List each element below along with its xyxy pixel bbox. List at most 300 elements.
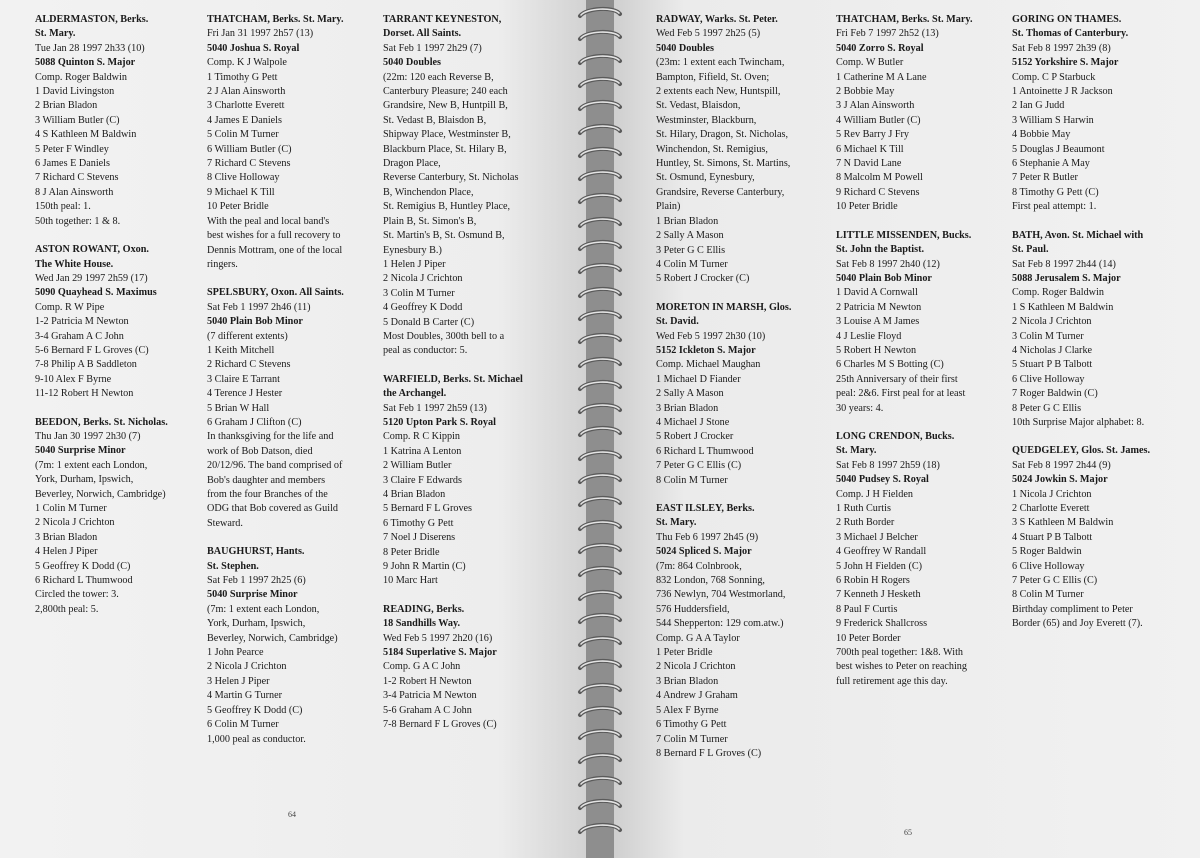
peal-entry bbox=[383, 13, 573, 359]
binding-ring bbox=[576, 239, 624, 255]
entry-text-line: 832 London, 768 Sonning, bbox=[656, 575, 765, 587]
entry-text-line: 3 Louise A M James bbox=[836, 316, 920, 328]
entry-text-line: Comp. Roger Baldwin bbox=[35, 71, 127, 83]
entry-text-line: 1 Antoinette J R Jackson bbox=[1012, 86, 1113, 98]
entry-text-line: 7-8 Bernard F L Groves (C) bbox=[383, 719, 497, 731]
binding-ring bbox=[576, 6, 624, 22]
right-page-number: 65 bbox=[904, 828, 912, 837]
entry-heading-line: ALDERMASTON, Berks. bbox=[35, 14, 149, 25]
entry-text-line: 8 Clive Holloway bbox=[207, 172, 280, 184]
entry-text-line: ODG that Bob covered as Guild bbox=[207, 503, 338, 515]
entry-text-line: 2 Bobbie May bbox=[836, 86, 895, 98]
entry-text-line: 7 Noel J Diserens bbox=[383, 532, 456, 544]
entry-text-line: Bampton, Fifield, St. Oven; bbox=[656, 71, 770, 83]
entry-text-line: 6 Richard L Thumwood bbox=[656, 445, 754, 457]
entry-text-line: Fri Feb 7 1997 2h52 (13) bbox=[836, 28, 939, 40]
entry-heading-line: 5040 Doubles bbox=[383, 57, 442, 69]
entry-heading-line: EAST ILSLEY, Berks. bbox=[656, 503, 755, 514]
entry-text-line: 9 John R Martin (C) bbox=[383, 561, 466, 573]
entry-text-line: 4 S Kathleen M Baldwin bbox=[35, 129, 137, 141]
entry-text-line: Sat Feb 1 1997 2h59 (13) bbox=[383, 402, 487, 414]
entry-heading-line: 5088 Quinton S. Major bbox=[35, 57, 136, 69]
peal-entry bbox=[35, 416, 207, 618]
entry-heading-line: St. Stephen. bbox=[207, 560, 259, 572]
entry-heading-line: LITTLE MISSENDEN, Bucks. bbox=[836, 229, 972, 241]
entry-heading-line: St. Paul. bbox=[1012, 244, 1049, 256]
entry-text-line: 8 Peter G C Ellis bbox=[1012, 402, 1082, 414]
entry-text-line: B, Winchendon Place, bbox=[383, 186, 474, 198]
entry-text-line: Wed Jan 29 1997 2h59 (17) bbox=[35, 272, 148, 284]
entry-text-line: 1 Helen J Piper bbox=[383, 258, 446, 270]
entry-text-line: York, Durham, Ipswich, bbox=[35, 474, 134, 486]
entry-text-line: 4 Colin M Turner bbox=[656, 258, 728, 270]
entry-heading-line: Dorset. All Saints. bbox=[383, 28, 462, 40]
entry-text-line: 3 Helen J Piper bbox=[207, 675, 270, 687]
binding-ring bbox=[576, 472, 624, 488]
entry-text-line: 1 S Kathleen M Baldwin bbox=[1012, 301, 1114, 313]
left-page-number: 64 bbox=[288, 810, 296, 819]
entry-text-line: 5 John H Fielden (C) bbox=[836, 560, 923, 572]
entry-text-line: 3 Brian Bladon bbox=[656, 402, 719, 414]
entry-text-line: 2 Nicola J Crichton bbox=[1012, 316, 1092, 328]
entry-heading-line: 5090 Quayhead S. Maximus bbox=[35, 287, 157, 299]
entry-text-line: 5 Douglas J Beaumont bbox=[1012, 143, 1105, 155]
entry-text-line: 8 Bernard F L Groves (C) bbox=[656, 747, 762, 759]
entry-text-line: Birthday compliment to Peter bbox=[1012, 603, 1133, 615]
peal-entry bbox=[383, 373, 573, 589]
entry-text-line: Blackburn Place, St. Hilary B, bbox=[383, 143, 507, 155]
entry-text-line: 25th Anniversary of their first bbox=[836, 373, 958, 385]
entry-text-line: 544 Shepperton: 129 com.atw.) bbox=[656, 618, 784, 630]
entry-text-line: 4 Geoffrey W Randall bbox=[836, 546, 927, 558]
entry-text-line: 7 N David Lane bbox=[836, 158, 902, 170]
entry-text-line: 6 Timothy G Pett bbox=[383, 517, 454, 529]
entry-text-line: Plain B, St. Simon's B, bbox=[383, 215, 477, 227]
entry-text-line: peal as conductor: 5. bbox=[383, 345, 468, 357]
peal-entry bbox=[383, 603, 573, 733]
entry-text-line: Sat Feb 8 1997 2h39 (8) bbox=[1012, 42, 1111, 54]
binding-ring bbox=[576, 542, 624, 558]
entry-text-line: 8 J Alan Ainsworth bbox=[35, 186, 114, 198]
entry-text-line: 2 Brian Bladon bbox=[35, 100, 98, 112]
entry-text-line: 3 William S Harwin bbox=[1012, 114, 1094, 126]
entry-heading-line: The White House. bbox=[35, 258, 114, 270]
entry-text-line: 736 Newlyn, 704 Westmorland, bbox=[656, 589, 786, 601]
entry-text-line: 5 Alex F Byrne bbox=[656, 704, 719, 716]
entry-text-line: 5-6 Bernard F L Groves (C) bbox=[35, 344, 149, 356]
entry-heading-line: SPELSBURY, Oxon. All Saints. bbox=[207, 287, 344, 299]
entry-heading-line: LONG CRENDON, Bucks. bbox=[836, 430, 955, 442]
entry-text-line: Sat Feb 8 1997 2h40 (12) bbox=[836, 258, 940, 270]
entry-text-line: 5 Geoffrey K Dodd (C) bbox=[207, 704, 303, 716]
entry-text-line: 1 Brian Bladon bbox=[656, 215, 719, 227]
entry-text-line: 1-2 Patricia M Newton bbox=[35, 316, 129, 328]
entry-text-line: 4 Geoffrey K Dodd bbox=[383, 302, 463, 314]
entry-text-line: York, Durham, Ipswich, bbox=[207, 618, 306, 630]
entry-text-line: 4 Andrew J Graham bbox=[656, 690, 738, 702]
entry-heading-line: READING, Berks. bbox=[383, 603, 465, 615]
entry-text-line: 5 Stuart P B Talbott bbox=[1012, 359, 1093, 371]
entry-text-line: 6 Stephanie A May bbox=[1012, 158, 1090, 170]
entry-text-line: Wed Feb 5 1997 2h20 (16) bbox=[383, 632, 493, 644]
entry-text-line: 7 Richard C Stevens bbox=[35, 172, 119, 184]
entry-text-line: 5 Bernard F L Groves bbox=[383, 503, 473, 515]
entry-text-line: work of Bob Datson, died bbox=[207, 445, 313, 457]
entry-text-line: 10th Surprise Major alphabet: 8. bbox=[1012, 416, 1145, 428]
entry-text-line: 7 Kenneth J Hesketh bbox=[836, 589, 921, 601]
entry-heading-line: 5040 Joshua S. Royal bbox=[207, 42, 300, 54]
entry-text-line: St. Vedast, Blaisdon, bbox=[656, 100, 741, 112]
entry-text-line: 8 Malcolm M Powell bbox=[836, 172, 923, 184]
entry-text-line: Plain) bbox=[656, 201, 681, 213]
binding-ring bbox=[576, 495, 624, 511]
entry-text-line: 1 Colin M Turner bbox=[35, 503, 107, 514]
column-3 bbox=[383, 13, 573, 747]
entry-text-line: full retirement age this day. bbox=[836, 675, 948, 687]
peal-entry bbox=[207, 545, 383, 747]
entry-text-line: 2 Ruth Border bbox=[836, 517, 895, 529]
entry-text-line: 5 Geoffrey K Dodd (C) bbox=[35, 560, 131, 572]
entry-text-line: 9 Michael K Till bbox=[207, 186, 275, 198]
entry-heading-line: BEEDON, Berks. St. Nicholas. bbox=[35, 416, 168, 428]
entry-text-line: With the peal and local band's bbox=[207, 215, 330, 227]
entry-heading-line: St. David. bbox=[656, 316, 699, 328]
entry-text-line: 6 William Butler (C) bbox=[207, 143, 292, 155]
binding-ring bbox=[576, 356, 624, 372]
entry-heading-line: RADWAY, Warks. St. Peter. bbox=[656, 14, 778, 25]
entry-text-line: 5 Colin M Turner bbox=[207, 129, 279, 141]
entry-text-line: 2 J Alan Ainsworth bbox=[207, 86, 286, 98]
entry-heading-line: GORING ON THAMES. bbox=[1012, 14, 1122, 25]
entry-text-line: 3 Brian Bladon bbox=[35, 531, 98, 543]
entry-text-line: 576 Huddersfield, bbox=[656, 603, 730, 615]
binding-ring bbox=[576, 425, 624, 441]
entry-text-line: 3 J Alan Ainsworth bbox=[836, 100, 915, 112]
entry-text-line: 5-6 Graham A C John bbox=[383, 704, 472, 716]
entry-text-line: 1 Michael D Fiander bbox=[656, 373, 741, 385]
entry-text-line: 5 Rev Barry J Fry bbox=[836, 129, 910, 141]
binding-ring bbox=[576, 565, 624, 581]
entry-text-line: 8 Paul F Curtis bbox=[836, 603, 898, 615]
entry-text-line: 4 Helen J Piper bbox=[35, 546, 98, 558]
peal-entry bbox=[656, 13, 836, 287]
entry-text-line: Comp. K J Walpole bbox=[207, 57, 287, 69]
entry-text-line: 2 Richard C Stevens bbox=[207, 359, 291, 371]
binding-ring bbox=[576, 99, 624, 115]
entry-text-line: Comp. R W Pipe bbox=[35, 301, 105, 313]
entry-text-line: Wed Feb 5 1997 2h25 (5) bbox=[656, 28, 761, 40]
entry-text-line: Sat Feb 1 1997 2h25 (6) bbox=[207, 575, 306, 587]
entry-text-line: Sat Feb 8 1997 2h59 (18) bbox=[836, 459, 940, 471]
entry-heading-line: ASTON ROWANT, Oxon. bbox=[35, 244, 149, 256]
entry-text-line: Westminster, Blackburn, bbox=[656, 114, 757, 126]
entry-text-line: St. Osmund, Eynesbury, bbox=[656, 172, 755, 184]
entry-text-line: Dragon Place, bbox=[383, 158, 441, 170]
entry-text-line: 3 Charlotte Everett bbox=[207, 100, 285, 112]
entry-text-line: 1 Timothy G Pett bbox=[207, 71, 278, 83]
entry-text-line: 1 Catherine M A Lane bbox=[836, 71, 927, 83]
entry-text-line: 7 Roger Baldwin (C) bbox=[1012, 388, 1098, 400]
entry-text-line: 3 S Kathleen M Baldwin bbox=[1012, 517, 1114, 529]
entry-heading-line: 5040 Plain Bob Minor bbox=[207, 316, 303, 328]
entry-text-line: Bob's daughter and members bbox=[207, 474, 326, 486]
entry-heading-line: 5120 Upton Park S. Royal bbox=[383, 416, 496, 428]
entry-text-line: 3-4 Patricia M Newton bbox=[383, 690, 477, 702]
entry-heading-line: St. John the Baptist. bbox=[836, 244, 925, 256]
entry-text-line: Border (65) and Joy Everett (7). bbox=[1012, 618, 1143, 630]
entry-text-line: 3 Brian Bladon bbox=[656, 675, 719, 687]
entry-text-line: 8 Colin M Turner bbox=[656, 474, 728, 486]
entry-text-line: 2 Charlotte Everett bbox=[1012, 503, 1090, 514]
binding-ring bbox=[576, 798, 624, 814]
entry-text-line: Wed Feb 5 1997 2h30 (10) bbox=[656, 330, 766, 342]
binding-ring bbox=[576, 379, 624, 395]
right-page bbox=[614, 0, 1200, 858]
entry-text-line: Comp. G A A Taylor bbox=[656, 632, 740, 644]
entry-text-line: 6 Charles M S Botting (C) bbox=[836, 359, 944, 371]
entry-text-line: Thu Jan 30 1997 2h30 (7) bbox=[35, 430, 141, 442]
entry-text-line: Sat Feb 8 1997 2h44 (9) bbox=[1012, 459, 1111, 471]
entry-text-line: 7 Peter R Butler bbox=[1012, 172, 1078, 184]
entry-text-line: 10 Peter Bridle bbox=[836, 201, 898, 213]
binding-ring bbox=[576, 29, 624, 45]
entry-text-line: 4 Stuart P B Talbott bbox=[1012, 531, 1093, 543]
entry-text-line: 5 Roger Baldwin bbox=[1012, 546, 1082, 558]
entry-heading-line: WARFIELD, Berks. St. Michael bbox=[383, 373, 523, 385]
entry-heading-line: 5040 Doubles bbox=[656, 42, 715, 54]
entry-heading-line: 5152 Yorkshire S. Major bbox=[1012, 57, 1119, 69]
entry-heading-line: 5088 Jerusalem S. Major bbox=[1012, 272, 1121, 284]
entry-text-line: 4 Nicholas J Clarke bbox=[1012, 344, 1093, 356]
entry-text-line: Fri Jan 31 1997 2h57 (13) bbox=[207, 28, 314, 40]
entry-text-line: 2,800th peal: 5. bbox=[35, 603, 99, 615]
entry-text-line: Comp. G A C John bbox=[383, 661, 461, 673]
binding-ring bbox=[576, 123, 624, 139]
entry-text-line: 9-10 Alex F Byrne bbox=[35, 373, 112, 385]
peal-entry bbox=[656, 502, 836, 761]
entry-text-line: Sat Feb 1 1997 2h46 (11) bbox=[207, 301, 311, 313]
binding-ring bbox=[576, 192, 624, 208]
column-4 bbox=[656, 13, 836, 775]
column-6 bbox=[1012, 13, 1198, 646]
entry-text-line: (22m: 120 each Reverse B, bbox=[383, 71, 494, 83]
entry-text-line: 6 James E Daniels bbox=[35, 158, 110, 170]
entry-text-line: 7 Peter G C Ellis (C) bbox=[1012, 575, 1098, 587]
entry-text-line: Beverley, Norwich, Cambridge) bbox=[207, 632, 338, 644]
entry-text-line: 6 Richard L Thumwood bbox=[35, 575, 133, 587]
binding-ring bbox=[576, 216, 624, 232]
entry-heading-line: 18 Sandhills Way. bbox=[383, 618, 461, 630]
binding-ring bbox=[576, 635, 624, 651]
entry-text-line: 1 John Pearce bbox=[207, 647, 264, 659]
entry-text-line: peal: 2&6. First peal for at least bbox=[836, 388, 966, 400]
binding-ring bbox=[576, 53, 624, 69]
binding-ring bbox=[576, 705, 624, 721]
entry-text-line: (7 different extents) bbox=[207, 330, 288, 342]
entry-text-line: 1 Peter Bridle bbox=[656, 647, 713, 659]
entry-text-line: St. Remigius B, Huntley Place, bbox=[383, 201, 511, 213]
entry-text-line: Reverse Canterbury, St. Nicholas bbox=[383, 172, 519, 184]
peal-entry bbox=[35, 13, 207, 229]
entry-text-line: Winchendon, St. Remigius, bbox=[656, 143, 768, 155]
entry-heading-line: the Archangel. bbox=[383, 388, 447, 400]
entry-text-line: 4 J Leslie Floyd bbox=[836, 330, 902, 342]
entry-text-line: 4 James E Daniels bbox=[207, 114, 282, 126]
column-5 bbox=[836, 13, 1014, 703]
entry-text-line: 1 David Livingston bbox=[35, 86, 115, 98]
entry-text-line: 6 Clive Holloway bbox=[1012, 560, 1085, 572]
entry-text-line: 5 Donald B Carter (C) bbox=[383, 316, 475, 328]
peal-entry bbox=[836, 430, 1014, 689]
entry-text-line: 1 Ruth Curtis bbox=[836, 503, 891, 514]
binding-ring bbox=[576, 682, 624, 698]
entry-heading-line: 5184 Superlative S. Major bbox=[383, 647, 497, 659]
entry-text-line: 30 years: 4. bbox=[836, 402, 884, 414]
entry-text-line: 50th together: 1 & 8. bbox=[35, 215, 121, 227]
entry-text-line: 1,000 peal as conductor. bbox=[207, 733, 306, 745]
entry-text-line: Shipway Place, Westminster B, bbox=[383, 129, 511, 141]
entry-text-line: 6 Graham J Clifton (C) bbox=[207, 416, 302, 428]
entry-text-line: 11-12 Robert H Newton bbox=[35, 388, 134, 400]
entry-text-line: Canterbury Pleasure; 240 each bbox=[383, 86, 508, 98]
entry-text-line: 5 Robert J Crocker (C) bbox=[656, 273, 750, 285]
peal-entry bbox=[1012, 229, 1198, 431]
entry-text-line: 10 Marc Hart bbox=[383, 575, 438, 587]
entry-text-line: 3 Claire E Tarrant bbox=[207, 373, 280, 385]
entry-heading-line: St. Mary. bbox=[656, 517, 697, 529]
entry-text-line: St. Vedast B, Blaisdon B, bbox=[383, 114, 487, 126]
entry-text-line: 2 Sally A Mason bbox=[656, 230, 724, 242]
entry-text-line: 2 Nicola J Crichton bbox=[656, 661, 736, 673]
peal-entry bbox=[656, 301, 836, 488]
entry-text-line: Grandsire, New B, Huntpill B, bbox=[383, 100, 508, 112]
entry-text-line: 2 Nicola J Crichton bbox=[383, 273, 463, 285]
entry-text-line: 2 Nicola J Crichton bbox=[207, 661, 287, 673]
entry-heading-line: TARRANT KEYNESTON, bbox=[383, 14, 502, 25]
entry-text-line: 6 Robin H Rogers bbox=[836, 575, 910, 587]
entry-heading-line: 5040 Zorro S. Royal bbox=[836, 42, 924, 54]
entry-text-line: St. Martin's B, St. Osmund B, bbox=[383, 230, 505, 242]
entry-text-line: 5 Robert H Newton bbox=[836, 344, 917, 356]
entry-text-line: 8 Peter Bridle bbox=[383, 546, 440, 558]
entry-text-line: 3 Colin M Turner bbox=[383, 287, 455, 299]
peal-entry bbox=[1012, 13, 1198, 215]
entry-heading-line: MORETON IN MARSH, Glos. bbox=[656, 301, 792, 313]
entry-heading-line: 5024 Jowkin S. Major bbox=[1012, 474, 1108, 486]
entry-text-line: Tue Jan 28 1997 2h33 (10) bbox=[35, 42, 145, 54]
entry-text-line: 5 Robert J Crocker bbox=[656, 431, 734, 443]
entry-text-line: 150th peal: 1. bbox=[35, 201, 91, 213]
entry-text-line: (7m: 1 extent each London, bbox=[35, 459, 148, 471]
entry-text-line: Comp. W Butler bbox=[836, 57, 904, 69]
binding-ring bbox=[576, 309, 624, 325]
entry-text-line: 5 Brian W Hall bbox=[207, 402, 270, 414]
entry-text-line: 3 Michael J Belcher bbox=[836, 531, 918, 543]
entry-heading-line: St. Mary. bbox=[35, 28, 76, 40]
entry-heading-line: THATCHAM, Berks. St. Mary. bbox=[207, 14, 344, 25]
peal-entry bbox=[207, 13, 383, 272]
entry-text-line: Eynesbury B.) bbox=[383, 244, 442, 256]
entry-text-line: 2 Nicola J Crichton bbox=[35, 517, 115, 529]
peal-entry bbox=[836, 229, 1014, 416]
entry-text-line: 1-2 Robert H Newton bbox=[383, 675, 472, 687]
entry-text-line: 7 Peter G C Ellis (C) bbox=[656, 460, 742, 472]
entry-text-line: In thanksgiving for the life and bbox=[207, 431, 334, 443]
binding-ring bbox=[576, 775, 624, 791]
entry-text-line: Comp. J H Fielden bbox=[836, 488, 913, 500]
entry-text-line: 10 Peter Bridle bbox=[207, 201, 269, 213]
binding-ring bbox=[576, 76, 624, 92]
entry-heading-line: 5024 Spliced S. Major bbox=[656, 546, 752, 558]
entry-text-line: 1 Katrina A Lenton bbox=[383, 445, 462, 457]
entry-heading-line: 5040 Pudsey S. Royal bbox=[836, 474, 929, 486]
entry-text-line: 3 Claire F Edwards bbox=[383, 474, 462, 486]
peal-entry bbox=[1012, 444, 1198, 631]
entry-text-line: Grandsire, Reverse Canterbury, bbox=[656, 186, 785, 198]
entry-text-line: Comp. C P Starbuck bbox=[1012, 71, 1096, 83]
binding-ring bbox=[576, 519, 624, 535]
binding-ring bbox=[576, 286, 624, 302]
entry-text-line: (23m: 1 extent each Twincham, bbox=[656, 57, 785, 69]
entry-text-line: 2 Sally A Mason bbox=[656, 388, 724, 400]
entry-text-line: 8 Timothy G Pett (C) bbox=[1012, 186, 1099, 198]
entry-text-line: Sat Feb 8 1997 2h44 (14) bbox=[1012, 258, 1116, 270]
entry-heading-line: QUEDGELEY, Glos. St. James. bbox=[1012, 445, 1151, 457]
entry-text-line: Dennis Mottram, one of the local bbox=[207, 244, 343, 256]
entry-heading-line: St. Thomas of Canterbury. bbox=[1012, 28, 1129, 40]
column-2 bbox=[207, 13, 383, 761]
entry-text-line: 6 Michael K Till bbox=[836, 143, 904, 155]
entry-text-line: 6 Clive Holloway bbox=[1012, 373, 1085, 385]
binding-ring bbox=[576, 589, 624, 605]
entry-text-line: 3-4 Graham A C John bbox=[35, 330, 124, 342]
entry-heading-line: 5040 Plain Bob Minor bbox=[836, 272, 932, 284]
entry-text-line: St. Hilary, Dragon, St. Nicholas, bbox=[656, 129, 789, 141]
entry-text-line: Comp. R C Kippin bbox=[383, 431, 460, 443]
binding-ring bbox=[576, 728, 624, 744]
entry-text-line: 1 Nicola J Crichton bbox=[1012, 488, 1092, 500]
entry-text-line: Circled the tower: 3. bbox=[35, 589, 119, 601]
binding-ring bbox=[576, 146, 624, 162]
entry-text-line: 4 Brian Bladon bbox=[383, 489, 446, 500]
entry-text-line: from the four Branches of the bbox=[207, 489, 328, 500]
entry-text-line: Steward. bbox=[207, 517, 243, 529]
entry-text-line: 2 extents each New, Huntspill, bbox=[656, 86, 781, 98]
entry-text-line: 4 Bobbie May bbox=[1012, 129, 1071, 141]
entry-text-line: best wishes to Peter on reaching bbox=[836, 661, 967, 673]
entry-text-line: 10 Peter Border bbox=[836, 632, 901, 644]
entry-text-line: 7 Colin M Turner bbox=[656, 733, 728, 745]
entry-text-line: First peal attempt: 1. bbox=[1012, 201, 1097, 213]
column-1 bbox=[35, 13, 207, 631]
entry-heading-line: THATCHAM, Berks. St. Mary. bbox=[836, 14, 973, 25]
entry-text-line: Comp. Michael Maughan bbox=[656, 359, 761, 371]
left-page bbox=[0, 0, 586, 858]
binding-ring bbox=[576, 658, 624, 674]
binding-ring bbox=[576, 332, 624, 348]
entry-text-line: 3 Peter G C Ellis bbox=[656, 244, 726, 256]
entry-text-line: 2 Ian G Judd bbox=[1012, 100, 1065, 112]
entry-text-line: 9 Frederick Shallcross bbox=[836, 618, 928, 630]
peal-entry bbox=[836, 13, 1014, 215]
entry-heading-line: St. Mary. bbox=[836, 445, 877, 457]
entry-text-line: (7m: 1 extent each London, bbox=[207, 603, 320, 615]
entry-text-line: 5 Peter F Windley bbox=[35, 143, 109, 155]
entry-heading-line: BAUGHURST, Hants. bbox=[207, 546, 305, 558]
entry-text-line: 3 William Butler (C) bbox=[35, 114, 120, 126]
entry-text-line: best wishes for a full recovery to bbox=[207, 230, 341, 242]
entry-text-line: 4 Martin G Turner bbox=[207, 690, 282, 702]
